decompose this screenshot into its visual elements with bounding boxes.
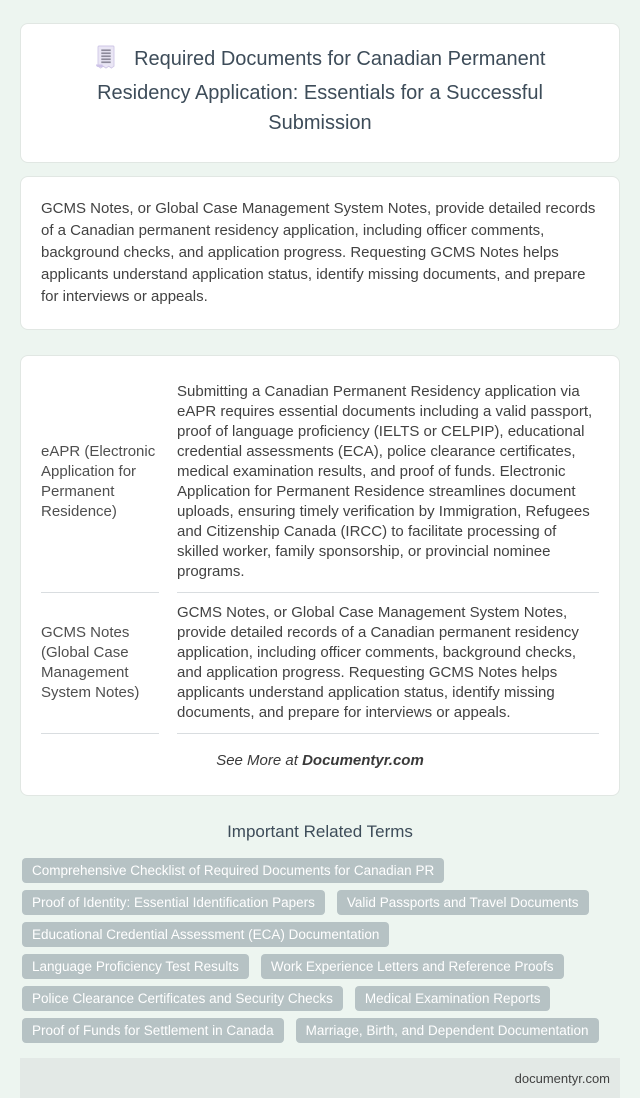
glossary-term: GCMS Notes (Global Case Management System Notes) — [41, 624, 140, 701]
related-term-tag[interactable]: Police Clearance Certificates and Security Checks — [22, 986, 343, 1011]
glossary-table — [41, 372, 599, 734]
glossary-term: eAPR (Electronic Application for Permanent Residence) — [41, 443, 156, 520]
related-term-tag[interactable]: Valid Passports and Travel Documents — [337, 890, 589, 915]
footer-site-link[interactable]: documentyr.com — [514, 1070, 610, 1086]
divider-term-segment — [41, 592, 159, 593]
divider-definition-segment — [177, 592, 599, 593]
related-term-tag[interactable]: Educational Credential Assessment (ECA) Documentation — [22, 922, 389, 947]
glossary-row — [41, 593, 599, 733]
divider-definition-segment — [177, 733, 599, 734]
related-term-tag[interactable]: Proof of Funds for Settlement in Canada — [22, 1018, 284, 1043]
brand-link[interactable]: Documentyr.com — [302, 752, 424, 769]
related-terms-list — [20, 858, 620, 1043]
related-term-tag[interactable]: Work Experience Letters and Reference Proofs — [261, 954, 564, 979]
page-title — [49, 44, 591, 138]
divider-term-segment — [41, 733, 159, 734]
related-term-tag[interactable]: Proof of Identity: Essential Identification Papers — [22, 890, 325, 915]
glossary-definition: Submitting a Canadian Permanent Residency application via eAPR requires essential documents including a valid passport, proof of language proficiency (IELTS or CELPIP), educational credential assessments (ECA), police clearance certificates, medical examination results, and proof of funds. Electronic Application for Permanent Residence streamlines document uploads, ensuring timely verification by Immigration, Refugees and Citizenship Canada (IRCC) to facilitate processing of skilled worker, family sponsorship, or provincial nominee programs. — [177, 383, 593, 580]
related-term-tag[interactable]: Marriage, Birth, and Dependent Documentation — [296, 1018, 599, 1043]
related-terms-heading: Important Related Terms — [227, 822, 413, 841]
related-term-tag[interactable]: Medical Examination Reports — [355, 986, 551, 1011]
title-card — [20, 23, 620, 163]
glossary-row-divider — [41, 733, 599, 734]
page-title-text: Required Documents for Canadian Permanent Residency Application: Essentials for a Successful Submission — [97, 48, 546, 134]
see-more-prefix: See More at — [216, 752, 303, 769]
related-term-tag[interactable]: Language Proficiency Test Results — [22, 954, 249, 979]
glossary-card — [20, 355, 620, 796]
intro-card — [20, 176, 620, 330]
see-more-line — [41, 734, 599, 779]
glossary-definition: GCMS Notes, or Global Case Management System Notes, provide detailed records of a Canadian permanent residency application, including officer comments, background checks, and application progress. Requesting GCMS Notes helps applicants understand application status, identify missing documents, and prepare for interviews or appeals. — [177, 604, 579, 721]
footer-bar — [20, 1058, 620, 1098]
receipt-icon — [95, 45, 117, 78]
related-term-tag[interactable]: Comprehensive Checklist of Required Documents for Canadian PR — [22, 858, 444, 883]
intro-paragraph: GCMS Notes, or Global Case Management System Notes, provide detailed records of a Canadian permanent residency application, including officer comments, background checks, and application progress. Requesting GCMS Notes helps applicants understand application status, identify missing documents, and prepare for interviews or appeals. — [41, 200, 596, 305]
glossary-row-divider — [41, 592, 599, 593]
glossary-row — [41, 372, 599, 592]
